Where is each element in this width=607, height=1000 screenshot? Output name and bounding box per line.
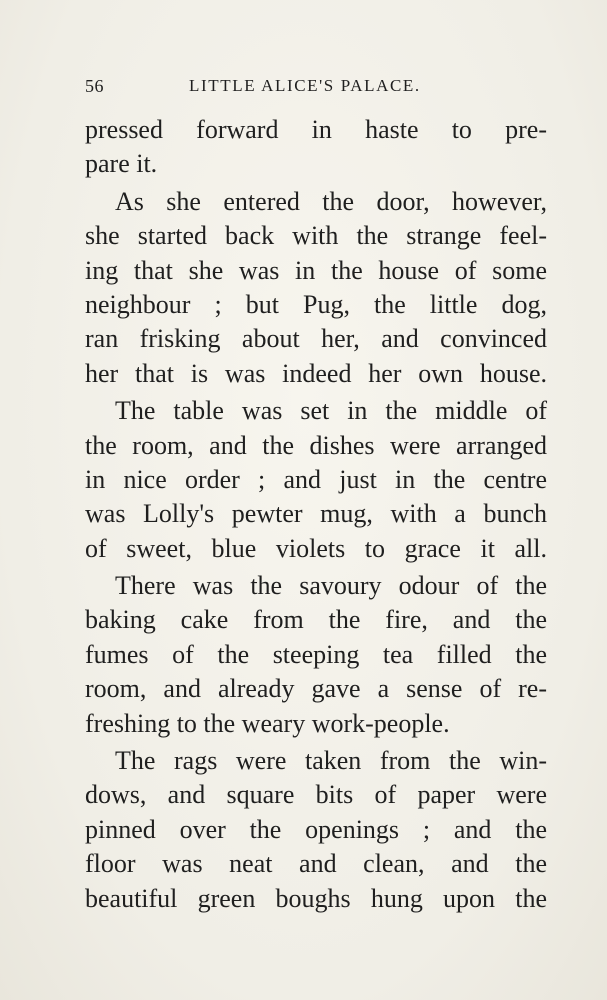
text-line: she started back with the strange feel- [85,221,547,251]
text-line: pinned over the openings ; and the [85,814,547,844]
text-line: ran frisking about her, and convinced [85,324,547,354]
running-title: LITTLE ALICE'S PALACE. [189,76,421,95]
text-line: There was the savoury odour of the [115,571,547,601]
page-number: 56 [85,76,104,96]
text-line: of sweet, blue violets to grace it all. [85,533,547,563]
text-line: her that is was indeed her own house. [85,358,547,388]
text-line: The rags were taken from the win- [115,746,547,776]
text-line: beautiful green boughs hung upon the [85,883,547,913]
text-line: As she entered the door, however, [115,186,547,216]
text-line: the room, and the dishes were arranged [85,430,547,460]
text-line: dows, and square bits of paper were [85,780,547,810]
text-line: fumes of the steeping tea filled the [85,639,547,669]
text-line: pare it. [85,149,158,179]
text-line: was Lolly's pewter mug, with a bunch [85,499,547,529]
text-line: ing that she was in the house of some [85,255,547,285]
text-line: baking cake from the fire, and the [85,605,547,635]
text-line: The table was set in the middle of [115,396,547,426]
text-line: floor was neat and clean, and the [85,849,547,879]
text-line: in nice order ; and just in the centre [85,464,547,494]
text-line: pressed forward in haste to pre- [85,115,547,144]
text-line: room, and already gave a sense of re- [85,674,547,704]
text-line: neighbour ; but Pug, the little dog, [85,289,547,319]
page-header [85,76,547,100]
body-text [85,113,547,916]
text-line: freshing to the weary work-people. [85,708,450,738]
